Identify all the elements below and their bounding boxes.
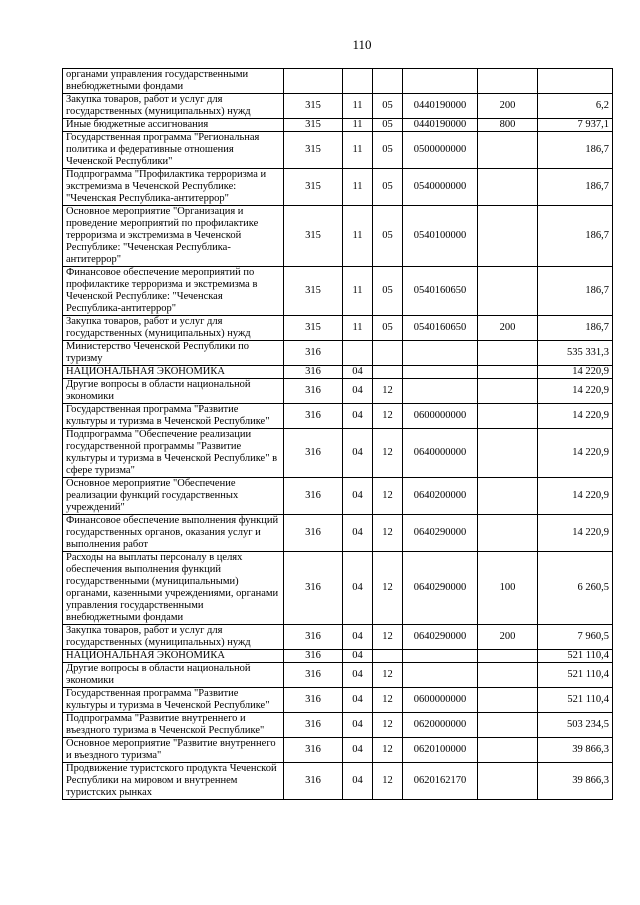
amount-cell: 521 110,4 — [538, 688, 613, 713]
subsection-code-cell — [373, 366, 403, 379]
amount-cell: 14 220,9 — [538, 478, 613, 515]
subsection-code-cell — [373, 650, 403, 663]
subsection-code-cell: 12 — [373, 713, 403, 738]
subsection-code-cell: 05 — [373, 169, 403, 206]
section-code-cell: 04 — [343, 650, 373, 663]
section-code-cell: 11 — [343, 316, 373, 341]
ministry-code-cell: 316 — [284, 663, 343, 688]
row-name-cell: Основное мероприятие "Развитие внутреннего и въездного туризма" — [63, 738, 284, 763]
table-row — [63, 552, 613, 625]
ministry-code-cell: 316 — [284, 650, 343, 663]
section-code-cell: 11 — [343, 267, 373, 316]
row-name-cell: Другие вопросы в области национальной экономики — [63, 379, 284, 404]
expense-type-cell — [478, 341, 538, 366]
table-row — [63, 663, 613, 688]
table-row — [63, 132, 613, 169]
expense-type-cell — [478, 366, 538, 379]
table-row — [63, 713, 613, 738]
expense-type-cell: 200 — [478, 94, 538, 119]
subsection-code-cell: 12 — [373, 688, 403, 713]
ministry-code-cell: 315 — [284, 132, 343, 169]
subsection-code-cell: 05 — [373, 316, 403, 341]
ministry-code-cell: 316 — [284, 341, 343, 366]
table-row — [63, 625, 613, 650]
table-row — [63, 515, 613, 552]
target-article-cell: 0540160650 — [403, 316, 478, 341]
section-code-cell: 04 — [343, 404, 373, 429]
amount-cell: 521 110,4 — [538, 663, 613, 688]
amount-cell: 39 866,3 — [538, 763, 613, 800]
subsection-code-cell: 12 — [373, 663, 403, 688]
expense-type-cell — [478, 206, 538, 267]
row-name-cell: Другие вопросы в области национальной экономики — [63, 663, 284, 688]
row-name-cell: Расходы на выплаты персоналу в целях обеспечения выполнения функций государственными (муниципальными) органами, казенными учреждениями, органами управления государственными внебюджетными фондами — [63, 552, 284, 625]
target-article-cell — [403, 650, 478, 663]
ministry-code-cell: 316 — [284, 552, 343, 625]
expense-type-cell: 100 — [478, 552, 538, 625]
expense-type-cell — [478, 132, 538, 169]
table-row — [63, 429, 613, 478]
ministry-code-cell: 315 — [284, 119, 343, 132]
row-name-cell: Основное мероприятие "Обеспечение реализации функций государственных учреждений" — [63, 478, 284, 515]
table-row — [63, 738, 613, 763]
target-article-cell: 0620162170 — [403, 763, 478, 800]
subsection-code-cell: 12 — [373, 763, 403, 800]
ministry-code-cell: 316 — [284, 738, 343, 763]
page-number: 110 — [352, 37, 372, 52]
target-article-cell: 0640200000 — [403, 478, 478, 515]
row-name-cell: Министерство Чеченской Республики по туризму — [63, 341, 284, 366]
amount-cell: 14 220,9 — [538, 366, 613, 379]
row-name-cell: НАЦИОНАЛЬНАЯ ЭКОНОМИКА — [63, 366, 284, 379]
table-body — [63, 69, 613, 800]
amount-cell: 14 220,9 — [538, 379, 613, 404]
section-code-cell: 04 — [343, 763, 373, 800]
table-row — [63, 650, 613, 663]
row-name-cell: НАЦИОНАЛЬНАЯ ЭКОНОМИКА — [63, 650, 284, 663]
amount-cell: 7 937,1 — [538, 119, 613, 132]
ministry-code-cell: 316 — [284, 379, 343, 404]
ministry-code-cell: 315 — [284, 94, 343, 119]
row-name-cell: Основное мероприятие "Организация и проведение мероприятий по профилактике терроризма и экстремизма в Чеченской Республике: "Чеченская Республика-антитеррор" — [63, 206, 284, 267]
target-article-cell: 0600000000 — [403, 404, 478, 429]
table-row — [63, 763, 613, 800]
table-row — [63, 69, 613, 94]
amount-cell: 186,7 — [538, 132, 613, 169]
target-article-cell: 0540100000 — [403, 206, 478, 267]
ministry-code-cell: 315 — [284, 316, 343, 341]
ministry-code-cell: 316 — [284, 713, 343, 738]
section-code-cell: 04 — [343, 366, 373, 379]
expense-type-cell — [478, 478, 538, 515]
target-article-cell: 0640000000 — [403, 429, 478, 478]
section-code-cell — [343, 341, 373, 366]
subsection-code-cell: 05 — [373, 267, 403, 316]
expense-type-cell — [478, 515, 538, 552]
ministry-code-cell: 316 — [284, 688, 343, 713]
row-name-cell: Государственная программа "Развитие культуры и туризма в Чеченской Республике" — [63, 404, 284, 429]
section-code-cell: 04 — [343, 625, 373, 650]
table-row — [63, 366, 613, 379]
target-article-cell — [403, 69, 478, 94]
amount-cell: 503 234,5 — [538, 713, 613, 738]
amount-cell: 14 220,9 — [538, 515, 613, 552]
amount-cell: 186,7 — [538, 267, 613, 316]
row-name-cell: Финансовое обеспечение выполнения функций государственных органов, оказания услуг и выполнения работ — [63, 515, 284, 552]
expense-type-cell — [478, 663, 538, 688]
section-code-cell: 11 — [343, 206, 373, 267]
amount-cell: 6,2 — [538, 94, 613, 119]
table-row — [63, 688, 613, 713]
expense-type-cell — [478, 738, 538, 763]
target-article-cell: 0500000000 — [403, 132, 478, 169]
target-article-cell: 0620000000 — [403, 713, 478, 738]
ministry-code-cell: 316 — [284, 478, 343, 515]
row-name-cell: Подпрограмма "Развитие внутреннего и въездного туризма в Чеченской Республике" — [63, 713, 284, 738]
subsection-code-cell: 12 — [373, 429, 403, 478]
subsection-code-cell: 12 — [373, 478, 403, 515]
ministry-code-cell: 315 — [284, 169, 343, 206]
section-code-cell: 04 — [343, 688, 373, 713]
subsection-code-cell: 12 — [373, 552, 403, 625]
table-row — [63, 341, 613, 366]
row-name-cell: Государственная программа "Региональная политика и федеративные отношения Чеченской Республики" — [63, 132, 284, 169]
expense-type-cell — [478, 404, 538, 429]
section-code-cell: 04 — [343, 713, 373, 738]
table-row — [63, 316, 613, 341]
row-name-cell: Закупка товаров, работ и услуг для государственных (муниципальных) нужд — [63, 625, 284, 650]
expense-type-cell — [478, 69, 538, 94]
table-row — [63, 206, 613, 267]
section-code-cell: 04 — [343, 515, 373, 552]
row-name-cell: Закупка товаров, работ и услуг для государственных (муниципальных) нужд — [63, 94, 284, 119]
target-article-cell: 0600000000 — [403, 688, 478, 713]
expense-type-cell — [478, 763, 538, 800]
expense-type-cell: 800 — [478, 119, 538, 132]
subsection-code-cell: 05 — [373, 94, 403, 119]
ministry-code-cell: 316 — [284, 515, 343, 552]
subsection-code-cell: 12 — [373, 738, 403, 763]
section-code-cell: 04 — [343, 663, 373, 688]
table-row — [63, 169, 613, 206]
amount-cell: 186,7 — [538, 316, 613, 341]
subsection-code-cell: 05 — [373, 132, 403, 169]
row-name-cell: Государственная программа "Развитие культуры и туризма в Чеченской Республике" — [63, 688, 284, 713]
expense-type-cell: 200 — [478, 625, 538, 650]
row-name-cell: Финансовое обеспечение мероприятий по профилактике терроризма и экстремизма в Чеченской Республике: "Чеченская Республика-антитеррор" — [63, 267, 284, 316]
expense-type-cell — [478, 429, 538, 478]
row-name-cell: Подпрограмма "Обеспечение реализации государственной программы "Развитие культуры и туризма в Чеченской Республике" в сфере туризма" — [63, 429, 284, 478]
target-article-cell — [403, 341, 478, 366]
row-name-cell: Продвижение туристского продукта Чеченской Республики на мировом и внутреннем туристских рынках — [63, 763, 284, 800]
target-article-cell — [403, 366, 478, 379]
target-article-cell — [403, 379, 478, 404]
ministry-code-cell: 315 — [284, 267, 343, 316]
ministry-code-cell: 316 — [284, 404, 343, 429]
section-code-cell — [343, 69, 373, 94]
target-article-cell: 0640290000 — [403, 625, 478, 650]
ministry-code-cell — [284, 69, 343, 94]
section-code-cell: 11 — [343, 119, 373, 132]
budget-table — [62, 68, 613, 800]
expense-type-cell — [478, 688, 538, 713]
table-row — [63, 267, 613, 316]
expense-type-cell — [478, 267, 538, 316]
subsection-code-cell: 05 — [373, 119, 403, 132]
subsection-code-cell: 05 — [373, 206, 403, 267]
section-code-cell: 11 — [343, 94, 373, 119]
subsection-code-cell: 12 — [373, 625, 403, 650]
table-row — [63, 379, 613, 404]
row-name-cell: Иные бюджетные ассигнования — [63, 119, 284, 132]
target-article-cell: 0640290000 — [403, 552, 478, 625]
expense-type-cell — [478, 169, 538, 206]
amount-cell: 7 960,5 — [538, 625, 613, 650]
amount-cell — [538, 69, 613, 94]
subsection-code-cell: 12 — [373, 379, 403, 404]
ministry-code-cell: 315 — [284, 206, 343, 267]
table-row — [63, 478, 613, 515]
table-row — [63, 404, 613, 429]
ministry-code-cell: 316 — [284, 366, 343, 379]
target-article-cell: 0620100000 — [403, 738, 478, 763]
subsection-code-cell: 12 — [373, 515, 403, 552]
section-code-cell: 04 — [343, 429, 373, 478]
section-code-cell: 11 — [343, 169, 373, 206]
amount-cell: 39 866,3 — [538, 738, 613, 763]
ministry-code-cell: 316 — [284, 625, 343, 650]
amount-cell: 521 110,4 — [538, 650, 613, 663]
amount-cell: 186,7 — [538, 169, 613, 206]
amount-cell: 535 331,3 — [538, 341, 613, 366]
section-code-cell: 04 — [343, 552, 373, 625]
section-code-cell: 04 — [343, 379, 373, 404]
expense-type-cell — [478, 379, 538, 404]
ministry-code-cell: 316 — [284, 763, 343, 800]
amount-cell: 6 260,5 — [538, 552, 613, 625]
table-row — [63, 94, 613, 119]
subsection-code-cell — [373, 69, 403, 94]
expense-type-cell — [478, 713, 538, 738]
subsection-code-cell — [373, 341, 403, 366]
row-name-cell: органами управления государственными внебюджетными фондами — [63, 69, 284, 94]
amount-cell: 14 220,9 — [538, 404, 613, 429]
target-article-cell: 0540160650 — [403, 267, 478, 316]
target-article-cell: 0640290000 — [403, 515, 478, 552]
section-code-cell: 04 — [343, 478, 373, 515]
row-name-cell: Закупка товаров, работ и услуг для государственных (муниципальных) нужд — [63, 316, 284, 341]
target-article-cell: 0440190000 — [403, 119, 478, 132]
target-article-cell: 0540000000 — [403, 169, 478, 206]
row-name-cell: Подпрограмма "Профилактика терроризма и экстремизма в Чеченской Республике: "Чеченская Республика-антитеррор" — [63, 169, 284, 206]
ministry-code-cell: 316 — [284, 429, 343, 478]
amount-cell: 186,7 — [538, 206, 613, 267]
section-code-cell: 04 — [343, 738, 373, 763]
expense-type-cell: 200 — [478, 316, 538, 341]
table-row — [63, 119, 613, 132]
target-article-cell: 0440190000 — [403, 94, 478, 119]
section-code-cell: 11 — [343, 132, 373, 169]
expense-type-cell — [478, 650, 538, 663]
target-article-cell — [403, 663, 478, 688]
subsection-code-cell: 12 — [373, 404, 403, 429]
amount-cell: 14 220,9 — [538, 429, 613, 478]
